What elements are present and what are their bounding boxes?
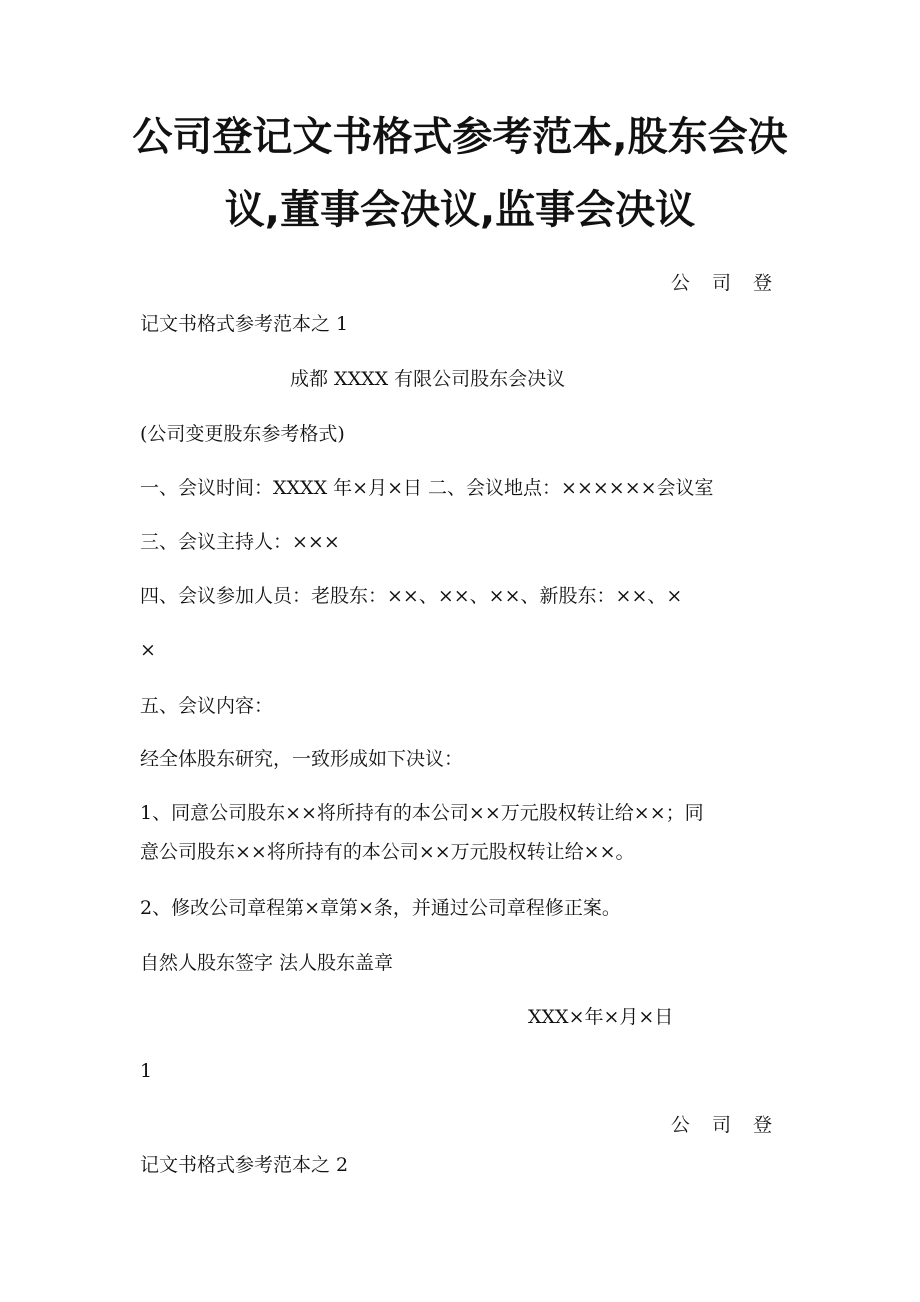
date-line: XXX×年×月×日 (528, 1006, 674, 1028)
meeting-participants-line-1: 四、会议参加人员：老股东：××、××、××、新股东：××、× (140, 585, 683, 607)
header-right-fragment-2: 公 司 登 (670, 1114, 780, 1136)
section-label-1: 记文书格式参考范本之 1 (140, 313, 349, 335)
document-title-line-2: 议,董事会决议,监事会决议 (224, 187, 696, 233)
meeting-host: 三、会议主持人：××× (140, 531, 340, 553)
resolution-1-line-2: 意公司股东××将所持有的本公司××万元股权转让给××。 (140, 841, 635, 863)
research-result-line: 经全体股东研究，一致形成如下决议： (140, 748, 464, 770)
meeting-participants-line-2: × (140, 639, 156, 661)
resolution-2: 2、修改公司章程第×章第×条，并通过公司章程修正案。 (140, 897, 621, 919)
format-note: (公司变更股东参考格式) (140, 423, 345, 445)
meeting-content-heading: 五、会议内容： (140, 695, 274, 717)
resolution-title: 成都 XXXX 有限公司股东会决议 (290, 368, 566, 390)
meeting-time-place: 一、会议时间：XXXX 年×月×日 二、会议地点：××××××会议室 (140, 477, 714, 499)
signature-line: 自然人股东签字 法人股东盖章 (140, 952, 394, 974)
document-title-line-1: 公司登记文书格式参考范本,股东会决 (132, 114, 788, 160)
resolution-1-line-1: 1、同意公司股东××将所持有的本公司××万元股权转让给××；同 (140, 802, 704, 824)
header-right-fragment: 公 司 登 (670, 272, 780, 294)
section-label-2: 记文书格式参考范本之 2 (140, 1154, 349, 1176)
page-number: 1 (140, 1060, 153, 1082)
